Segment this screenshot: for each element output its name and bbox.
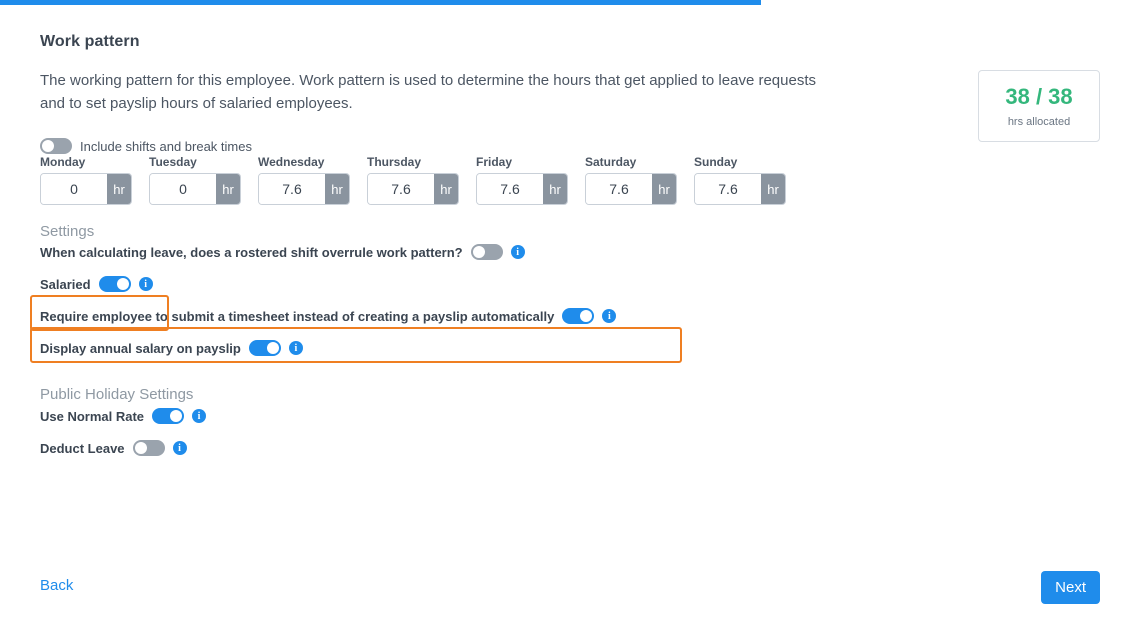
page-content (40, 33, 1100, 115)
info-icon[interactable]: i (192, 409, 206, 423)
hours-allocated-value: 38 / 38 (1005, 84, 1073, 109)
day-label: Monday (40, 155, 86, 169)
page-description: The working pattern for this employee. Work pattern is used to determine the hours that get applied to leave requests and to set payslip hours of salaried employees. (40, 72, 816, 112)
hour-unit-label: hr (434, 174, 458, 204)
hours-allocated-box (978, 70, 1100, 142)
day-input-group[interactable] (149, 173, 241, 205)
day-tuesday (149, 155, 241, 205)
page-title: Work pattern (40, 33, 140, 50)
salaried-toggle[interactable] (99, 276, 131, 292)
include-shifts-toggle[interactable] (40, 138, 72, 154)
deduct-leave-toggle[interactable] (133, 440, 165, 456)
day-label: Saturday (585, 155, 637, 169)
info-icon[interactable]: i (511, 245, 525, 259)
info-icon[interactable]: i (289, 341, 303, 355)
info-icon[interactable]: i (139, 277, 153, 291)
day-input-group[interactable] (694, 173, 786, 205)
hour-unit-label: hr (543, 174, 567, 204)
day-wednesday (258, 155, 350, 205)
setting-label: When calculating leave, does a rostered shift overrule work pattern? (40, 244, 463, 260)
include-shifts-row[interactable] (40, 138, 252, 154)
thursday-hours-input[interactable] (368, 174, 434, 204)
setting-label: Use Normal Rate (40, 408, 145, 424)
tuesday-hours-input[interactable] (150, 174, 216, 204)
day-label: Thursday (367, 155, 422, 169)
day-label: Tuesday (149, 155, 197, 169)
hours-allocated-label: hrs allocated (1007, 116, 1071, 128)
day-label: Sunday (694, 155, 738, 169)
setting-row-rostered-shift[interactable] (40, 244, 525, 260)
back-link[interactable]: Back (40, 577, 74, 594)
day-saturday (585, 155, 677, 205)
sunday-hours-input[interactable] (695, 174, 761, 204)
day-label: Friday (476, 155, 513, 169)
display-annual-salary-toggle[interactable] (249, 340, 281, 356)
require-timesheet-toggle[interactable] (562, 308, 594, 324)
day-input-group[interactable] (367, 173, 459, 205)
hour-unit-label: hr (216, 174, 240, 204)
hour-unit-label: hr (652, 174, 676, 204)
public-holiday-heading: Public Holiday Settings (40, 386, 194, 403)
work-pattern-days (40, 155, 803, 205)
setting-label: Require employee to submit a timesheet instead of creating a payslip automatically (40, 308, 555, 324)
setting-label: Deduct Leave (40, 440, 125, 456)
hour-unit-label: hr (761, 174, 785, 204)
use-normal-rate-toggle[interactable] (152, 408, 184, 424)
setting-row-display-annual-salary[interactable] (40, 340, 303, 356)
include-shifts-label: Include shifts and break times (80, 138, 252, 154)
monday-hours-input[interactable] (41, 174, 107, 204)
friday-hours-input[interactable] (477, 174, 543, 204)
day-input-group[interactable] (258, 173, 350, 205)
hour-unit-label: hr (325, 174, 349, 204)
wednesday-hours-input[interactable] (259, 174, 325, 204)
setting-row-require-timesheet[interactable] (40, 308, 616, 324)
setting-row-use-normal-rate[interactable] (40, 408, 206, 424)
work-pattern-page (0, 5, 1140, 617)
setting-row-salaried[interactable] (40, 276, 153, 292)
settings-heading: Settings (40, 223, 95, 240)
info-icon[interactable]: i (602, 309, 616, 323)
day-input-group[interactable] (585, 173, 677, 205)
day-thursday (367, 155, 459, 205)
day-label: Wednesday (258, 155, 325, 169)
day-monday (40, 155, 132, 205)
next-button[interactable]: Next (1041, 571, 1100, 604)
info-icon[interactable]: i (173, 441, 187, 455)
day-friday (476, 155, 568, 205)
day-input-group[interactable] (40, 173, 132, 205)
day-sunday (694, 155, 786, 205)
hour-unit-label: hr (107, 174, 131, 204)
day-input-group[interactable] (476, 173, 568, 205)
setting-row-deduct-leave[interactable] (40, 440, 187, 456)
rostered-shift-toggle[interactable] (471, 244, 503, 260)
saturday-hours-input[interactable] (586, 174, 652, 204)
setting-label: Salaried (40, 276, 91, 292)
setting-label: Display annual salary on payslip (40, 340, 241, 356)
